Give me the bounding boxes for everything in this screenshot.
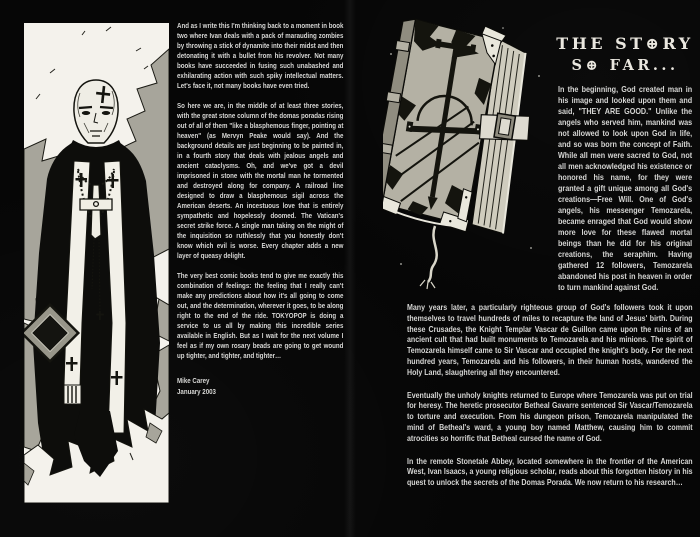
page-title-line1: THE ST⊕RY (556, 34, 694, 53)
prologue-intro-column (558, 84, 692, 293)
signature (177, 376, 343, 397)
right-page (350, 0, 700, 537)
page-title (545, 34, 700, 74)
prologue-paragraph: Many years later, a particularly righteous group of God's followers took it upon themselves to travel hundreds of miles to recapture the land of Jesus' birth. During these Crusades, the Knight Templar Vascar de Guillon came upon the ruins of an ancient cult that had built monuments to Temozarela and his minions. The spirit of Temozarela himself came to Sir Vascar and occupied the knight's body. For the next hundred years, Temozarela and his followers, in their human hosts, wandered the Holy Land, slaughtering all they encountered. (407, 302, 693, 377)
priest-eye-right (102, 111, 110, 115)
bookmark-cord (420, 226, 437, 289)
priest-illustration (24, 23, 169, 503)
stole-tassel (64, 385, 81, 404)
essay-paragraph: And as I write this I'm thinking back to a moment in book two where Ivan deals with a pack of marauding zombies by throwing a stick of dynamite into their midst and then detonating it with a bullet from his revolver. Not many books have succeeded in fusing such unabashed and exhilarating action with such spiky intellectual matters. Let's face it, not many books have even tried. (177, 21, 344, 90)
page-title-line2: S⊕ FAR... (571, 57, 679, 74)
prologue-body (407, 302, 693, 500)
essay-paragraph: So here we are, in the middle of at least three stories, with the great stone column of the domas poradas rising out of all of them "like a blasphemous finger, pointing at heaven" (as Mervyn Peake would say). And the background details are just beginning to be painted in, in a fourth story that deals with jealous angels and ancient cataclysms. Oh, and we've got a devil imprisoned in stone with the mortal man he tormented and destroyed along for company. A railroad line designed to draw a blasphemous sigil across the American deserts. An incestuous love that is entirely sympathetic and hopelessly doomed. The Vatican's secret strike force. A single man taking on the might of the inquisition so ruthlessly that you honestly don't know which evil is worse. Every chapter adds a new layer of queasy delight. (177, 101, 344, 260)
book-illustration (383, 18, 551, 313)
foreword-essay (177, 21, 343, 397)
essay-paragraph: The very best comic books tend to give me exactly this combination of feelings: the feeling that I really can't make any predictions about how it's all going to come out, and the determination, wherever it goes, to be along right to the end of the ride. TOKYOPOP is doing a service to us all by making this incredible series available in English. But as I wait for the next volume I feel as if my own rosary beads are going to get wound up tighter, and tighter, and tighter… (177, 271, 344, 360)
signature-name: Mike Carey (177, 376, 210, 385)
prologue-paragraph: In the beginning, God created man in his image and looked upon them and said, "THEY ARE GOOD." Unlike the angels who served him, mankind was not allowed to look upon God in life, and so was born the concept of Faith. While all men were sacred to God, not all men acknowledged his existence or honored his name, for they were granted a gift unique among all God's creations—Free Will. One of God's angels, his messenger Temozarela, became enraged that God would show more love for these flawed mortal beings than he did for his original creations, the seraphim. Having gathered 12 followers, Temozarela abandoned his post in heaven in order to turn mankind against God. (558, 84, 693, 292)
signature-date: January 2003 (177, 386, 216, 396)
priest-eye-left (82, 111, 90, 115)
prologue-paragraph: In the remote Stonetale Abbey, located somewhere in the frontier of the American West, Ivan Isaacs, a young religious scholar, reads about this forgotten history in his quest to unlock the secrets of the Domas Porada. We now return to his research… (407, 455, 693, 488)
prologue-paragraph: Eventually the unholy knights returned to Europe where Temozarela was put on trial for heresy. The heretic prosecutor Betheal Gavarre sentenced Sir Vascar/Temozarela to torture and execution. From his dungeon prison, Temozarela manipulated the mind of Betheal's ward, a young boy named Matthew, causing him to commit atrocities so horrific that Betheal cursed the name of God. (407, 389, 693, 443)
priest-head (74, 80, 118, 143)
